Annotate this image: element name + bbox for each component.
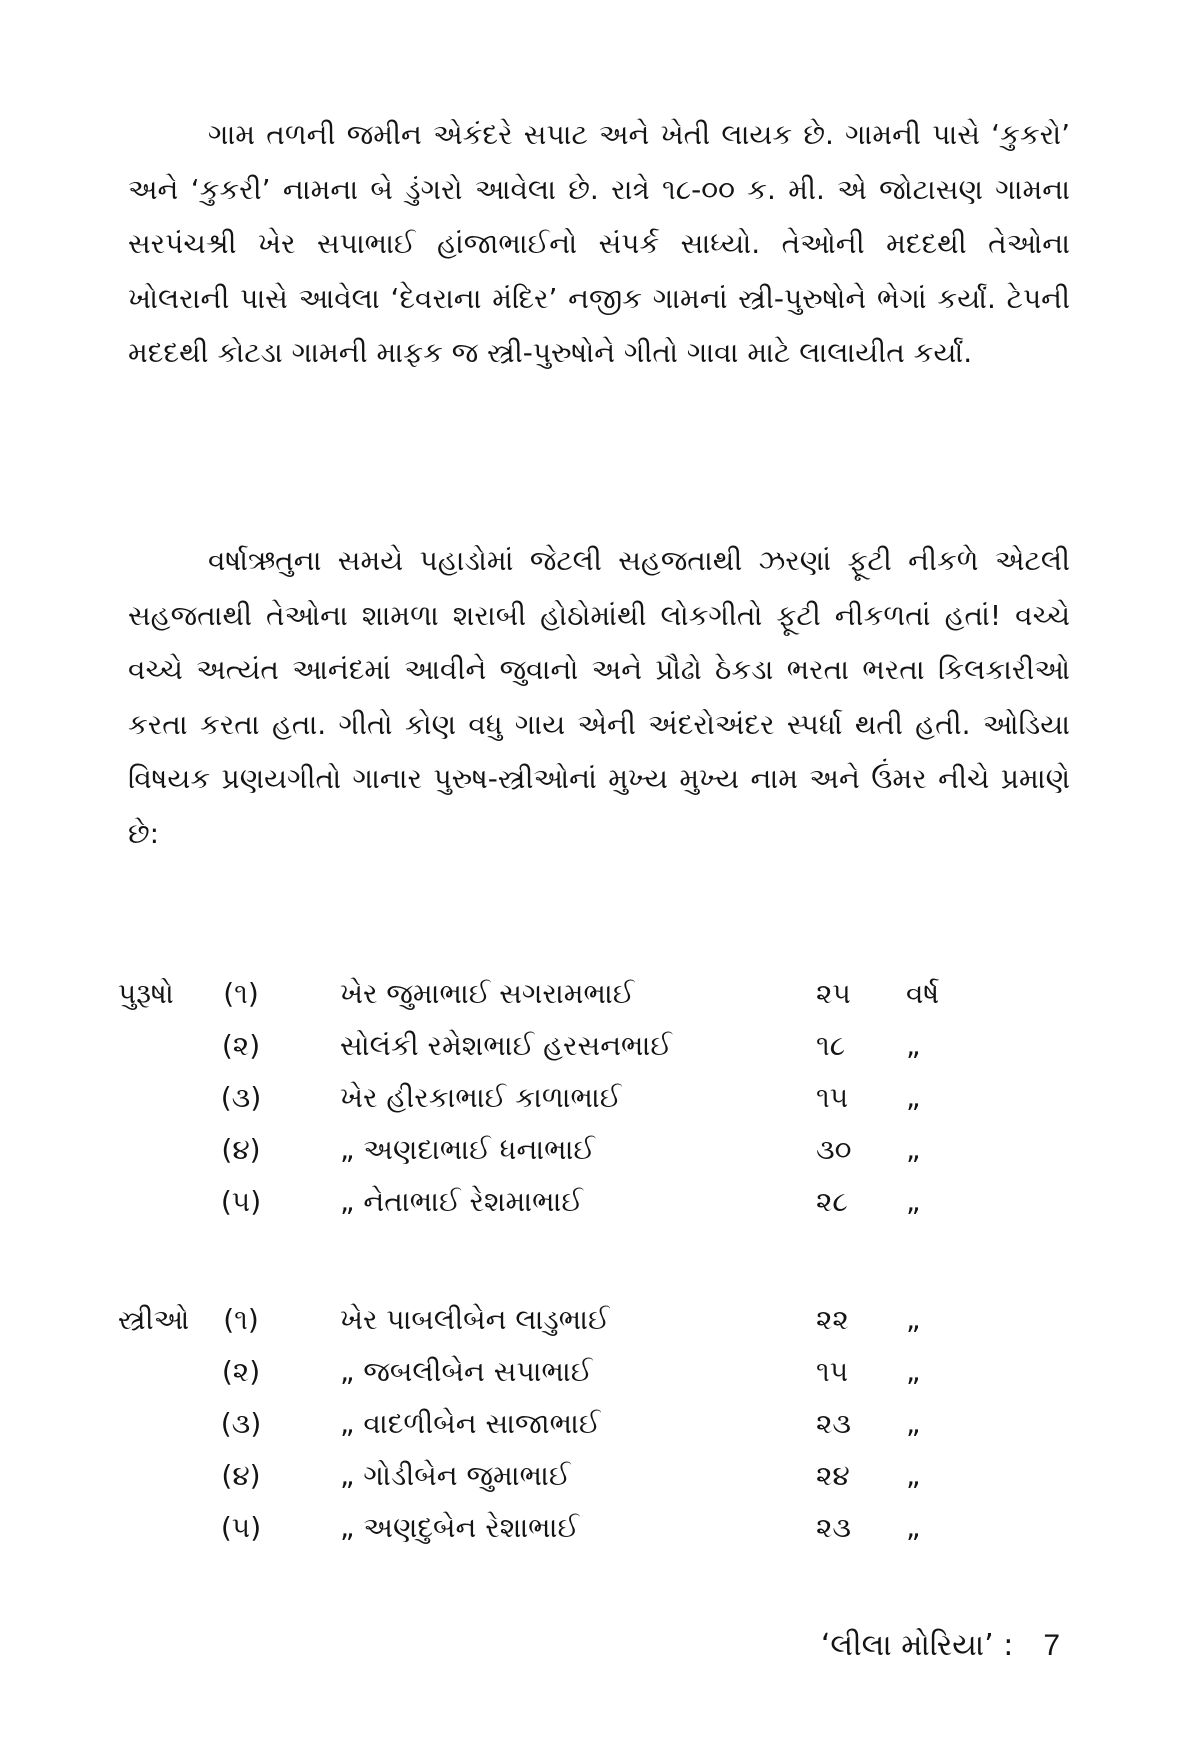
- ditto-mark: „: [906, 1511, 921, 1544]
- item-number: (૨): [221, 1029, 261, 1062]
- singer-age: ૨૫: [816, 977, 851, 1010]
- ditto-mark: „: [906, 1133, 921, 1166]
- ditto-mark: „: [906, 1185, 921, 1218]
- list-item: [0, 1398, 1188, 1450]
- singer-age: ૨૮: [816, 1185, 848, 1218]
- list-item: [0, 1072, 1188, 1124]
- singer-name: „ અણદાભાઈ ધનાભાઈ: [340, 1133, 596, 1166]
- item-number: (૩): [220, 1081, 262, 1114]
- singer-age: ૧૫: [816, 1081, 849, 1114]
- singer-name: ખેર હીરકાભાઈ કાળાભાઈ: [340, 1081, 622, 1114]
- ditto-mark: „: [906, 1459, 921, 1492]
- page-number: 7: [1043, 1629, 1060, 1662]
- age-unit: વર્ષ: [906, 977, 940, 1010]
- singer-age: ૧૮: [816, 1029, 846, 1062]
- singer-name: „ નેતાભાઈ રેશમાભાઈ: [340, 1185, 584, 1218]
- list-item: [0, 1124, 1188, 1176]
- list-item: [0, 1176, 1188, 1228]
- paragraph-village-land: ગામ તળની જમીન એકંદરે સપાટ અને ખેતી લાયક છે. ગામની પાસે ‘કુકરો’ અને ‘કુકરી’ નામના બે ડુંગરો આવેલા છે. રાત્રે ૧૮-૦૦ ક. મી. એ જોટાસણ ગામના સરપંચશ્રી ખેર સપાભાઈ હાંજાભાઈનો સંપર્ક સાધ્યો. તેઓની મદદથી તેઓના ખોલરાની પાસે આવેલા ‘દેવરાના મંદિર’ નજીક ગામનાં સ્ત્રી-પુરુષોને ભેગાં કર્યાં. ટેપની મદદથી કોટડા ગામની માફક જ સ્ત્રી-પુરુષોને ગીતો ગાવા માટે લાલાયીત કર્યાં.: [128, 118, 1070, 369]
- singer-name: સોલંકી રમેશભાઈ હરસનભાઈ: [340, 1029, 672, 1062]
- ditto-mark: „: [906, 1029, 921, 1062]
- singer-age: ૨૪: [816, 1459, 850, 1492]
- item-number: (૫): [220, 1185, 262, 1218]
- list-item: [0, 1346, 1188, 1398]
- list-item: [0, 1450, 1188, 1502]
- item-number: (૪): [221, 1459, 261, 1492]
- singer-name: „ જબલીબેન સપાભાઈ: [340, 1355, 593, 1388]
- ditto-mark: „: [906, 1081, 921, 1114]
- ditto-mark: „: [906, 1355, 921, 1388]
- running-title: ‘લીલા મોરિયા’ :: [820, 1628, 1014, 1663]
- singer-name: „ ગોડીબેન જુમાભાઈ: [340, 1459, 571, 1492]
- ditto-mark: „: [906, 1303, 921, 1336]
- list-item: [0, 1294, 1188, 1346]
- item-number: (૫): [220, 1511, 262, 1544]
- singer-age: ૨૨: [816, 1303, 849, 1336]
- singer-age: ૨૩: [816, 1511, 852, 1544]
- list-item: [0, 1502, 1188, 1554]
- singer-age: ૨૩: [816, 1407, 852, 1440]
- singer-name: ખેર પાબલીબેન લાડુભાઈ: [340, 1303, 610, 1336]
- group-label-men: પુરૂષો: [118, 977, 174, 1010]
- list-item: [0, 968, 1188, 1020]
- group-label-women: સ્ત્રીઓ: [118, 1303, 190, 1336]
- singer-age: ૩૦: [816, 1133, 852, 1166]
- list-item: [0, 1020, 1188, 1072]
- singer-name: „ વાદળીબેન સાજાભાઈ: [340, 1407, 601, 1440]
- singer-name: ખેર જુમાભાઈ સગરામભાઈ: [340, 977, 635, 1010]
- paragraph-monsoon-songs: વર્ષાઋતુના સમયે પહાડોમાં જેટલી સહજતાથી ઝરણાં ફૂટી નીકળે એટલી સહજતાથી તેઓના શામળા શરાબી હોઠોમાંથી લોકગીતો ફૂટી નીકળતાં હતાં! વચ્ચે વચ્ચે અત્યંત આનંદમાં આવીને જુવાનો અને પ્રૌઢો ઠેકડા ભરતા ભરતા કિલકારીઓ કરતા કરતા હતા. ગીતો કોણ વધુ ગાય એની અંદરોઅંદર સ્પર્ધા થતી હતી. ઓડિયા વિષયક પ્રણયગીતો ગાનાર પુરુષ-સ્ત્રીઓનાં મુખ્ય મુખ્ય નામ અને ઉંમર નીચે પ્રમાણે છે:: [128, 544, 1070, 850]
- item-number: (૧): [223, 1303, 259, 1336]
- singer-age: ૧૫: [816, 1355, 849, 1388]
- singer-name: „ અણદુબેન રેશાભાઈ: [340, 1511, 580, 1544]
- ditto-mark: „: [906, 1407, 921, 1440]
- item-number: (૨): [221, 1355, 261, 1388]
- item-number: (૩): [220, 1407, 262, 1440]
- item-number: (૪): [221, 1133, 261, 1166]
- page-footer: [821, 1626, 1060, 1666]
- item-number: (૧): [223, 977, 259, 1010]
